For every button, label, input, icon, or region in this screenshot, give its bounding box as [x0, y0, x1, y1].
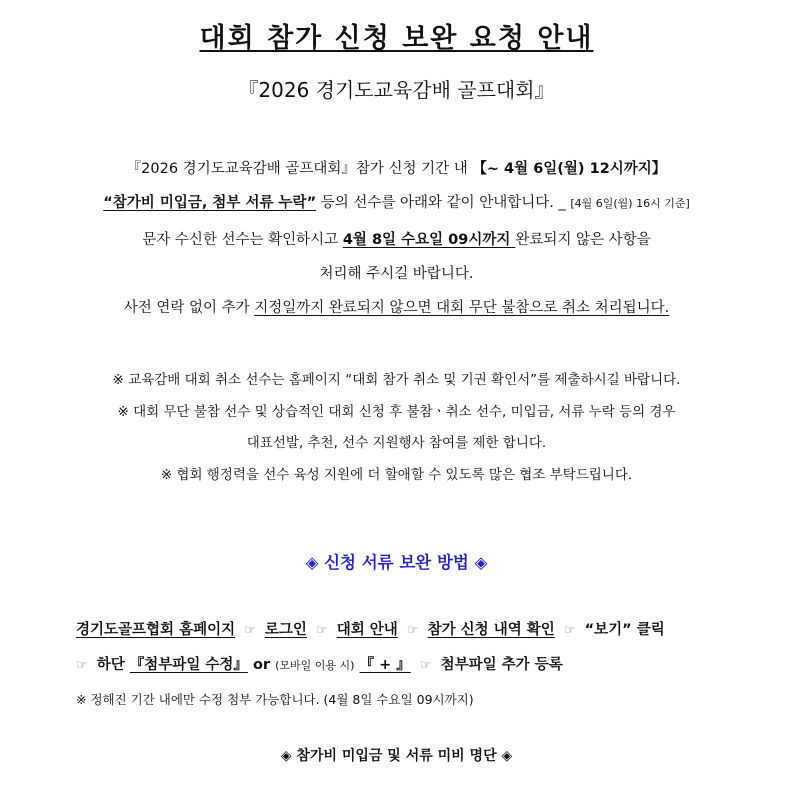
pointing-hand-icon: ☞: [244, 623, 256, 638]
method-note: ※ 정해진 기간 내에만 수정 첨부 가능합니다. (4월 8일 수요일 09시까지): [76, 692, 474, 707]
method-heading: ◈ 신청 서류 보완 방법 ◈: [305, 553, 488, 572]
step-click-view: “보기” 클릭: [584, 622, 665, 638]
pointing-hand-icon: ☞: [406, 623, 419, 638]
note-3: 대표선발, 추천, 선수 지원행사 참여를 제한 합니다.: [246, 435, 547, 451]
step-or: or: [252, 657, 271, 673]
intro-issue-types: “참가비 미입금, 첨부 서류 누락”: [103, 195, 317, 211]
pointing-hand-icon: ☞: [316, 623, 328, 638]
note-1: ※ 교육감배 대회 취소 선수는 홈페이지 “대회 참가 취소 및 기권 확인서”를 제출하시길 바랍니다.: [112, 372, 681, 388]
step-mobile-note: (모바일 이용 시): [275, 659, 355, 672]
step-check-applications: 참가 신청 내역 확인: [427, 622, 555, 638]
step-homepage: 경기도골프협회 홈페이지: [76, 622, 236, 638]
intro-incomplete-text: 완료되지 않은 사항을: [515, 232, 651, 248]
intro-line-5: [0, 296, 793, 317]
method-steps-line-2: [76, 653, 776, 674]
step-edit-attachment: 『첨부파일 수정』: [129, 657, 248, 673]
intro-reference-time: [4월 6일(월) 16시 기준]: [570, 197, 690, 210]
intro-warning-text: 사전 연락 없이 추가: [123, 300, 255, 316]
intro-completion-deadline: 4월 8일 수요일 09시까지: [342, 232, 516, 248]
list-heading: ◈ 참가비 미입금 및 서류 미비 명단 ◈: [280, 748, 513, 764]
method-steps-line-1: [76, 618, 776, 639]
page-title: 대회 참가 신청 보완 요청 안내: [199, 23, 594, 54]
step-add-attachment: 첨부파일 추가 등록: [440, 657, 563, 673]
intro-line-3: [0, 228, 793, 249]
pointing-hand-icon: ☞: [419, 658, 432, 673]
step-bottom: 하단: [96, 657, 125, 673]
intro-notice-text: 등의 선수를 아래와 같이 안내합니다. _: [316, 195, 571, 211]
step-login: 로그인: [264, 622, 307, 638]
pointing-hand-icon: ☞: [563, 623, 576, 638]
intro-line-2: [0, 191, 793, 212]
note-4: ※ 협회 행정력을 선수 육성 지원에 더 할애할 수 있도록 많은 협조 부탁드립니다.: [160, 467, 633, 483]
step-plus-button-label: 『 + 』: [359, 657, 411, 673]
intro-deadline: 【~ 4월 6일(월) 12시까지】: [472, 161, 667, 177]
intro-line-4: 처리해 주시길 바랍니다.: [319, 266, 474, 282]
intro-check-text: 문자 수신한 선수는 확인하시고: [142, 232, 343, 248]
intro-competition-period: 『2026 경기도교육감배 골프대회』참가 신청 기간 내: [126, 161, 468, 177]
note-2: ※ 대회 무단 불참 선수 및 상습적인 대회 신청 후 불참ㆍ취소 선수, 미입금, 서류 누락 등의 경우: [117, 404, 676, 420]
page-subtitle: 『2026 경기도교육감배 골프대회』: [238, 78, 555, 102]
step-competition-info: 대회 안내: [336, 622, 398, 638]
intro-line-1: [0, 157, 793, 178]
intro-cancellation-warning: 지정일까지 완료되지 않으면 대회 무단 불참으로 취소 처리됩니다.: [254, 300, 670, 316]
pointing-hand-icon: ☞: [76, 658, 88, 673]
